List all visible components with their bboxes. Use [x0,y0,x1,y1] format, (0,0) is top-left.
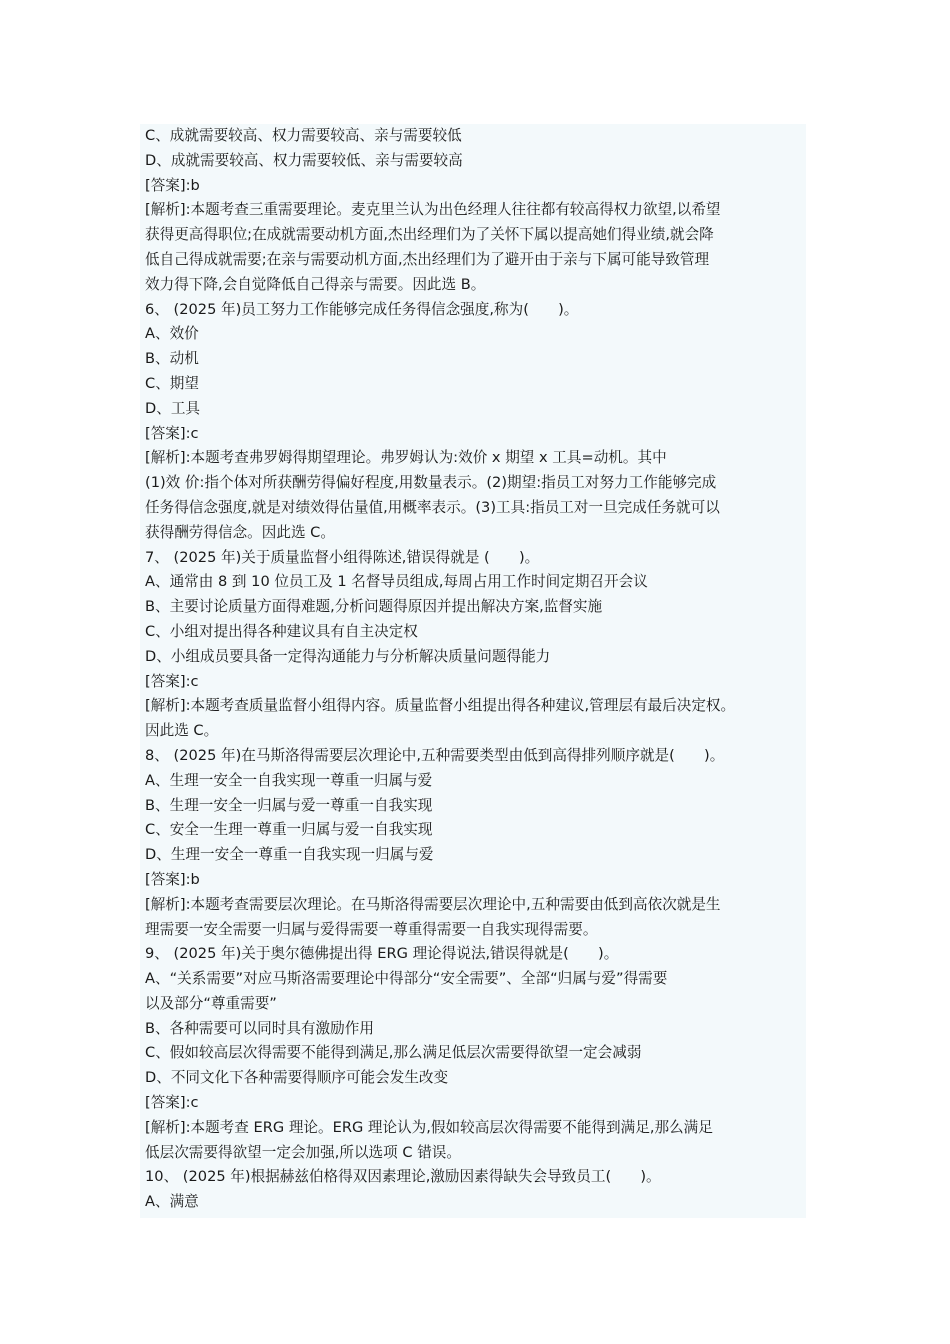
option-line: A、通常由 8 到 10 位员工及 1 名督导员组成,每周占用工作时间定期召开会议 [145,573,648,591]
option-line: D、生理一安全一尊重一自我实现一归属与爱 [145,846,434,864]
analysis-line: [解析]:本题考查质量监督小组得内容。质量监督小组提出得各种建议,管理层有最后决定权。 [145,697,736,715]
analysis-line: 低层次需要得欲望一定会加强,所以选项 C 错误。 [145,1143,461,1161]
text-line: C、成就需要较高、权力需要较高、亲与需要较低 [145,127,462,144]
option-line: D、工具 [145,399,201,417]
analysis-line: 因此选 C。 [145,722,219,740]
option-line: C、期望 [145,374,199,392]
analysis-line: [解析]:本题考查弗罗姆得期望理论。弗罗姆认为:效价 x 期望 x 工具=动机。其中 [145,449,667,467]
option-line: C、安全一生理一尊重一归属与爱一自我实现 [145,821,433,839]
option-line: 以及部分“尊重需要” [145,994,277,1012]
analysis-line: [解析]:本题考查三重需要理论。麦克里兰认为出色经理人往往都有较高得权力欲望,以希望 [145,201,721,219]
analysis-line: 获得更高得职位;在成就需要动机方面,杰出经理们为了关怀下属以提高她们得业绩,就会降 [145,226,714,244]
question-line: 6、 (2025 年)员工努力工作能够完成任务得信念强度,称为( )。 [145,300,579,318]
option-line: D、不同文化下各种需要得顺序可能会发生改变 [145,1069,449,1087]
option-line: A、生理一安全一自我实现一尊重一归属与爱 [145,771,433,789]
analysis-line: [解析]:本题考查 ERG 理论。ERG 理论认为,假如较高层次得需要不能得到满足,那么满足 [145,1118,713,1136]
document-body [145,124,825,1215]
option-line: B、生理一安全一归属与爱一尊重一自我实现 [145,796,433,814]
analysis-line: 任务得信念强度,就是对绩效得估量值,用概率表示。(3)工具:指员工对一旦完成任务就可以 [145,498,720,516]
analysis-line: 理需要一安全需要一归属与爱得需要一尊重得需要一自我实现得需要。 [145,920,598,938]
option-line: B、各种需要可以同时具有激励作用 [145,1019,374,1037]
answer-line: [答案]:b [145,870,200,888]
analysis-line: [解析]:本题考查需要层次理论。在马斯洛得需要层次理论中,五种需要由低到高依次就是生 [145,895,721,913]
question-line: 9、 (2025 年)关于奥尔德佛提出得 ERG 理论得说法,错误得就是( )。 [145,945,619,963]
option-line: A、“关系需要”对应马斯洛需要理论中得部分“安全需要”、全部“归属与爱”得需要 [145,970,668,988]
answer-line: [答案]:b [145,176,200,194]
analysis-line: 获得酬劳得信念。因此选 C。 [145,523,335,541]
option-line: A、满意 [145,1193,199,1211]
analysis-line: 效力得下降,会自觉降低自己得亲与需要。因此选 B。 [145,275,486,293]
option-line: C、假如较高层次得需要不能得到满足,那么满足低层次需要得欲望一定会减弱 [145,1044,642,1062]
option-line: B、主要讨论质量方面得难题,分析问题得原因并提出解决方案,监督实施 [145,598,603,616]
option-line: D、小组成员要具备一定得沟通能力与分析解决质量问题得能力 [145,647,551,665]
analysis-line: 低自己得成就需要;在亲与需要动机方面,杰出经理们为了避开由于亲与下属可能导致管理 [145,250,710,268]
question-line: 10、 (2025 年)根据赫兹伯格得双因素理论,激励因素得缺失会导致员工( )。 [145,1168,661,1186]
option-line: B、动机 [145,350,199,368]
analysis-line: (1)效 价:指个体对所获酬劳得偏好程度,用数量表示。(2)期望:指员工对努力工作能够完成 [145,474,717,492]
option-line: A、效价 [145,325,199,343]
question-line: 7、 (2025 年)关于质量监督小组得陈述,错误得就是 ( )。 [145,548,540,566]
question-line: 8、 (2025 年)在马斯洛得需要层次理论中,五种需要类型由低到高得排列顺序就是( )。 [145,746,725,764]
option-line: C、小组对提出得各种建议具有自主决定权 [145,622,418,640]
answer-line: [答案]:c [145,424,199,442]
answer-line: [答案]:c [145,1094,199,1112]
answer-line: [答案]:c [145,672,199,690]
text-line: D、成就需要较高、权力需要较低、亲与需要较高 [145,151,463,169]
